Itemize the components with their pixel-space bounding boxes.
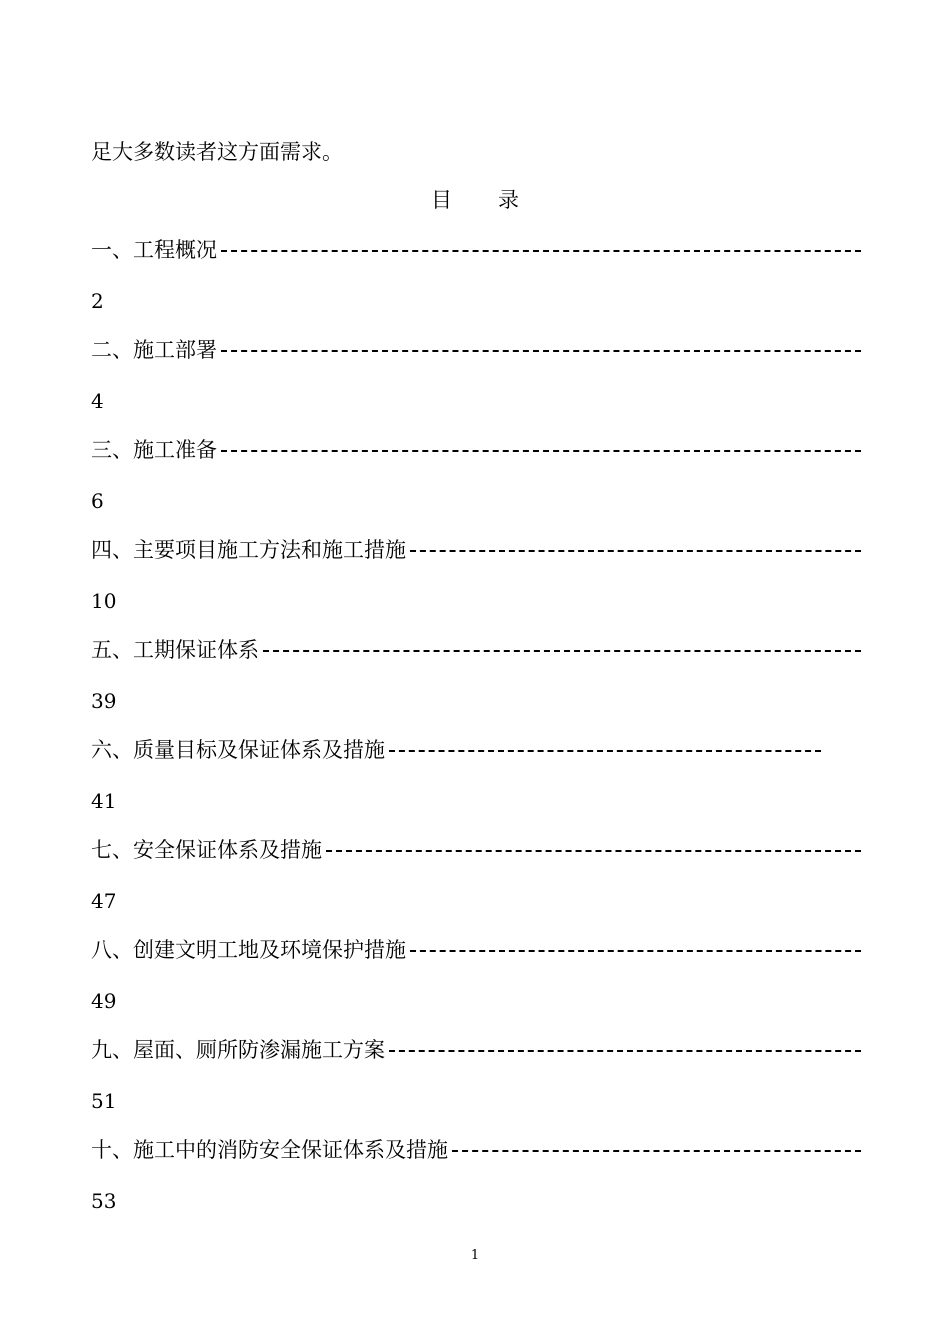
toc-leader-line: [410, 950, 861, 952]
toc-entry-title: 三、施工准备: [91, 438, 217, 462]
toc-entry-page: 10: [91, 589, 117, 613]
toc-entry-title: 八、创建文明工地及环境保护措施: [91, 938, 406, 962]
toc-entry-page: 49: [91, 989, 117, 1013]
toc-leader-line: [389, 1050, 861, 1052]
toc-entry[interactable]: [91, 1136, 861, 1236]
toc-leader-line: [389, 750, 821, 752]
toc-entry[interactable]: [91, 436, 861, 536]
toc-leader-line: [326, 850, 861, 852]
toc-entry[interactable]: [91, 836, 861, 936]
toc-entry[interactable]: [91, 536, 861, 636]
toc-entry-page: 51: [91, 1089, 117, 1113]
toc-heading-left: 目: [431, 188, 452, 212]
table-of-contents: [91, 236, 861, 1236]
toc-leader-line: [452, 1150, 861, 1152]
toc-entry-title: 六、质量目标及保证体系及措施: [91, 738, 385, 762]
toc-entry[interactable]: [91, 636, 861, 736]
toc-entry-page: 41: [91, 789, 117, 813]
toc-entry-page: 39: [91, 689, 117, 713]
toc-leader-line: [263, 650, 861, 652]
toc-entry-page: 47: [91, 889, 117, 913]
intro-text-line: 足大多数读者这方面需求。: [91, 140, 343, 164]
toc-entry-title: 七、安全保证体系及措施: [91, 838, 322, 862]
toc-entry-title: 一、工程概况: [91, 238, 217, 262]
toc-leader-line: [221, 450, 861, 452]
toc-entry-title: 九、屋面、厕所防渗漏施工方案: [91, 1038, 385, 1062]
toc-heading: [0, 186, 950, 214]
toc-entry-title: 十、施工中的消防安全保证体系及措施: [91, 1138, 448, 1162]
toc-entry[interactable]: [91, 1036, 861, 1136]
toc-entry-page: 6: [91, 489, 104, 513]
toc-entry-page: 53: [91, 1189, 117, 1213]
toc-heading-right: 录: [498, 188, 519, 212]
toc-entry[interactable]: [91, 336, 861, 436]
toc-leader-line: [221, 350, 861, 352]
toc-entry[interactable]: [91, 736, 861, 836]
toc-entry-title: 五、工期保证体系: [91, 638, 259, 662]
toc-entry-page: 2: [91, 289, 104, 313]
toc-entry-title: 四、主要项目施工方法和施工措施: [91, 538, 406, 562]
toc-leader-line: [221, 250, 861, 252]
toc-entry[interactable]: [91, 936, 861, 1036]
toc-entry-page: 4: [91, 389, 104, 413]
page-number: 1: [470, 1248, 480, 1263]
toc-entry-title: 二、施工部署: [91, 338, 217, 362]
toc-entry[interactable]: [91, 236, 861, 336]
toc-leader-line: [410, 550, 861, 552]
